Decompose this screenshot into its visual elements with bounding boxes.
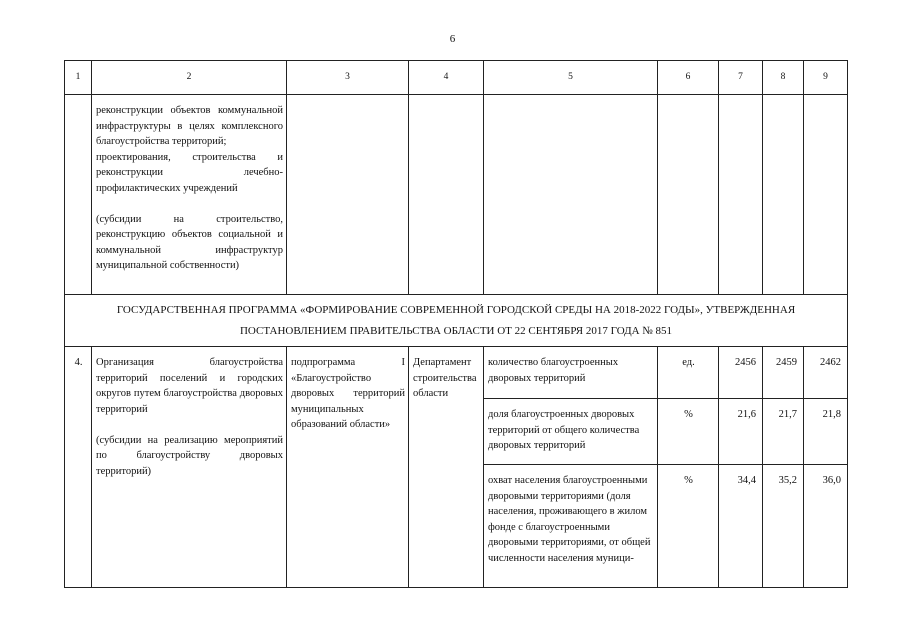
col-number-6: 6	[658, 61, 719, 95]
program-banner-row	[65, 295, 848, 347]
executor: Департамент строительства области	[409, 347, 484, 588]
table-row	[65, 347, 848, 399]
indicator-value-9: 36,0	[804, 465, 848, 588]
indicator-name: количество благоустроенных дворовых территорий	[484, 347, 658, 399]
col-number-8: 8	[763, 61, 804, 95]
indicator-value-8: 21,7	[763, 399, 804, 465]
indicator-unit: %	[658, 399, 719, 465]
row-number: 4.	[65, 347, 92, 588]
indicator-value-7: 34,4	[719, 465, 763, 588]
program-banner: ГОСУДАРСТВЕННАЯ ПРОГРАММА «ФОРМИРОВАНИЕ СОВРЕМЕННОЙ ГОРОДСКОЙ СРЕДЫ НА 2018-2022 ГОДЫ», УТВЕРЖДЕННАЯ ПОСТАНОВЛЕНИЕМ ПРАВИТЕЛЬСТВА ОБЛАСТИ ОТ 22 СЕНТЯБРЯ 2017 ГОДА № 851	[65, 295, 848, 347]
indicator-value-9: 2462	[804, 347, 848, 399]
col-number-2: 2	[92, 61, 287, 95]
indicator-value-7: 2456	[719, 347, 763, 399]
col-number-9: 9	[804, 61, 848, 95]
indicator-value-8: 35,2	[763, 465, 804, 588]
indicator-value-9: 21,8	[804, 399, 848, 465]
continuation-description: реконструкции объектов коммунальной инфраструктуры в целях комплексного благоустройства территорий; проектирования, строительства и реконструкции лечебно-профилактических учреждений (субсидии на строительство, реконструкцию объектов социальной и коммунальной инфраструктур муниципальной собственности)	[92, 95, 287, 295]
activity-description: Организация благоустройства территорий поселений и городских округов путем благоустройства дворовых территорий (субсидии на реализацию мероприятий по благоустройству дворовых территорий)	[92, 347, 287, 588]
page-number: 6	[449, 33, 456, 45]
col-number-1: 1	[65, 61, 92, 95]
indicator-value-7: 21,6	[719, 399, 763, 465]
indicator-unit: ед.	[658, 347, 719, 399]
continuation-row	[65, 95, 848, 295]
indicator-name: доля благоустроенных дворовых территорий от общего количества дворовых территорий	[484, 399, 658, 465]
col-number-5: 5	[484, 61, 658, 95]
program-table	[64, 60, 848, 588]
indicator-name: охват населения благоустроенными дворовыми территориями (доля населения, проживающего в жилом фонде с благоустроенными дворовыми территориями, от общей численности населения муници-	[484, 465, 658, 588]
subprogram: подпрограмма I «Благоустройство дворовых территорий муниципальных образований области»	[287, 347, 409, 588]
indicator-unit: %	[658, 465, 719, 588]
col-number-7: 7	[719, 61, 763, 95]
col-number-3: 3	[287, 61, 409, 95]
col-number-4: 4	[409, 61, 484, 95]
indicator-value-8: 2459	[763, 347, 804, 399]
column-number-row	[65, 61, 848, 95]
